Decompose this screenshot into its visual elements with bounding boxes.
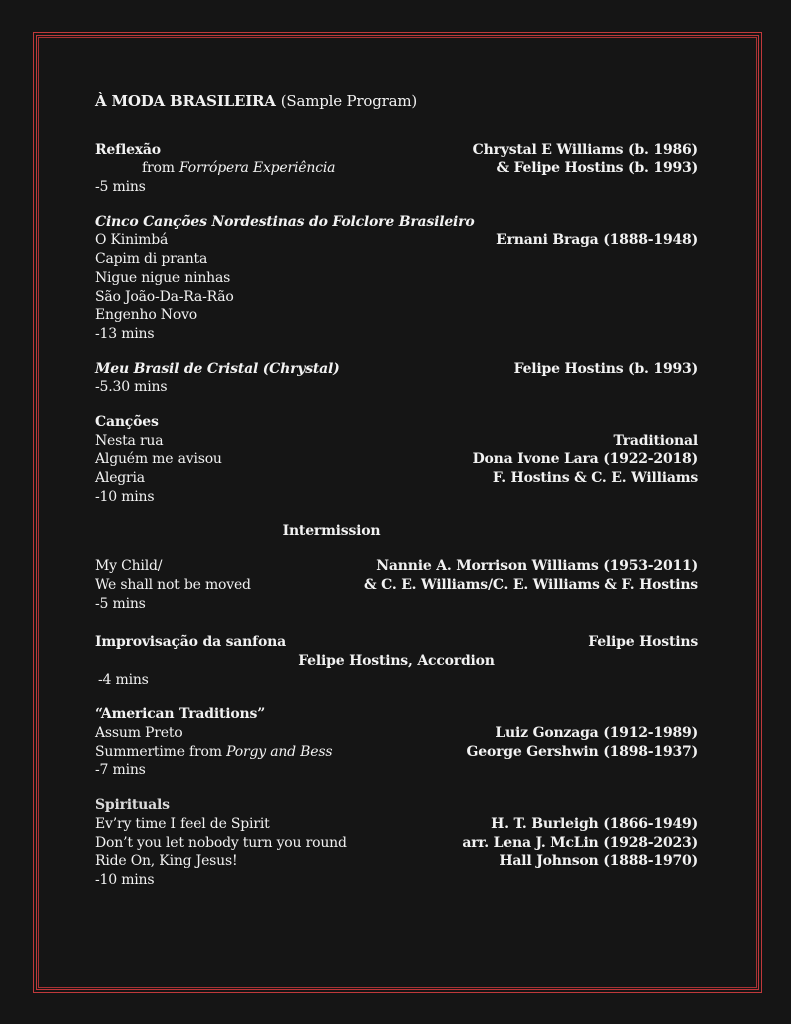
piece-row (95, 576, 698, 595)
section-meu-brasil (95, 360, 698, 397)
piece-row (95, 231, 698, 250)
piece-row (95, 834, 698, 853)
composer: Felipe Hostins (b. 1993) (513, 360, 698, 377)
piece-row (95, 743, 698, 762)
piece-title: Ev’ry time I feel de Spirit (95, 815, 270, 832)
duration: -10 mins (95, 488, 155, 505)
piece-row (95, 288, 698, 307)
piece-title: My Child/ (95, 558, 163, 575)
composer: H. T. Burleigh (1866-1949) (491, 815, 698, 832)
piece-title: Engenho Novo (95, 307, 198, 324)
composer: Dona Ivone Lara (1922-2018) (472, 451, 698, 468)
piece-title: Reflexão (95, 141, 161, 158)
composer: Felipe Hostins (588, 634, 698, 651)
source-title: Porgy and Bess (226, 743, 333, 760)
program-title (95, 92, 698, 111)
duration: -13 mins (95, 325, 155, 342)
duration: -7 mins (95, 762, 146, 779)
piece-title: Alguém me avisou (95, 451, 222, 468)
piece-title: São João-Da-Ra-Rão (95, 288, 234, 305)
composer: arr. Lena J. McLin (1928-2023) (462, 834, 698, 851)
piece-title: Alegria (95, 470, 145, 487)
composer: & C. E. Williams/C. E. Williams & F. Hostins (364, 576, 698, 593)
piece-title (95, 743, 332, 762)
piece-row (95, 852, 698, 871)
piece-source (95, 159, 335, 178)
title-text: À MODA BRASILEIRA (95, 92, 276, 110)
section-heading: Canções (95, 414, 159, 431)
section-cinco-cancoes (95, 213, 698, 344)
duration: -10 mins (95, 871, 155, 888)
duration: -5 mins (95, 179, 146, 196)
piece-title: Nesta rua (95, 432, 164, 449)
section-american-traditions (95, 705, 698, 780)
source-title: Forrópera Experiência (179, 160, 336, 177)
composer: Ernani Braga (1888-1948) (496, 232, 698, 249)
piece-row (95, 724, 698, 743)
piece-row (95, 557, 698, 576)
piece-row (95, 815, 698, 834)
piece-title: Ride On, King Jesus! (95, 853, 238, 870)
piece-row (95, 159, 698, 178)
piece-title: Assum Preto (95, 725, 183, 742)
intermission-label: Intermission (282, 523, 381, 540)
source-prefix: from (142, 160, 180, 177)
piece-title: Don’t you let nobody turn you round (95, 834, 347, 851)
section-spirituals (95, 796, 698, 889)
duration: -4 mins (98, 671, 149, 688)
piece-title: Nigue nigue ninhas (95, 269, 231, 286)
piece-row (95, 250, 698, 269)
piece-row (95, 469, 698, 488)
piece-row (95, 450, 698, 469)
section-reflexao (95, 141, 698, 197)
section-improvisacao (95, 633, 698, 689)
section-heading: “American Traditions” (95, 706, 266, 723)
piece-title: Improvisação da sanfona (95, 634, 286, 651)
composer: Traditional (613, 432, 698, 449)
piece-title: O Kinimbá (95, 232, 169, 249)
title-subtitle: (Sample Program) (280, 92, 417, 110)
composer: F. Hostins & C. E. Williams (492, 470, 698, 487)
program (95, 92, 698, 906)
piece-title: Meu Brasil de Cristal (Chrystal) (95, 360, 340, 377)
composer: Luiz Gonzaga (1912-1989) (495, 725, 698, 742)
piece-title: We shall not be moved (95, 576, 251, 593)
section-heading: Cinco Canções Nordestinas do Folclore Brasileiro (95, 213, 475, 230)
piece-row (95, 269, 698, 288)
section-heading-row (95, 360, 698, 379)
piece-row (95, 432, 698, 451)
piece-title: Capim di pranta (95, 251, 208, 268)
section-heading-row (95, 633, 698, 652)
section-my-child (95, 557, 698, 613)
piece-prefix: Summertime from (95, 743, 227, 760)
composer: George Gershwin (1898-1937) (466, 743, 698, 760)
composer: Nannie A. Morrison Williams (1953-2011) (376, 558, 698, 575)
duration: -5.30 mins (95, 379, 168, 396)
piece-row (95, 306, 698, 325)
section-cancoes (95, 413, 698, 506)
performer: Felipe Hostins, Accordion (298, 652, 495, 669)
composer: Chrystal E Williams (b. 1986) (472, 141, 698, 158)
duration: -5 mins (95, 595, 146, 612)
composer: Hall Johnson (1888-1970) (499, 853, 698, 870)
composer: & Felipe Hostins (b. 1993) (496, 160, 698, 177)
section-heading: Spirituals (95, 797, 170, 814)
section-heading-row (95, 141, 698, 160)
